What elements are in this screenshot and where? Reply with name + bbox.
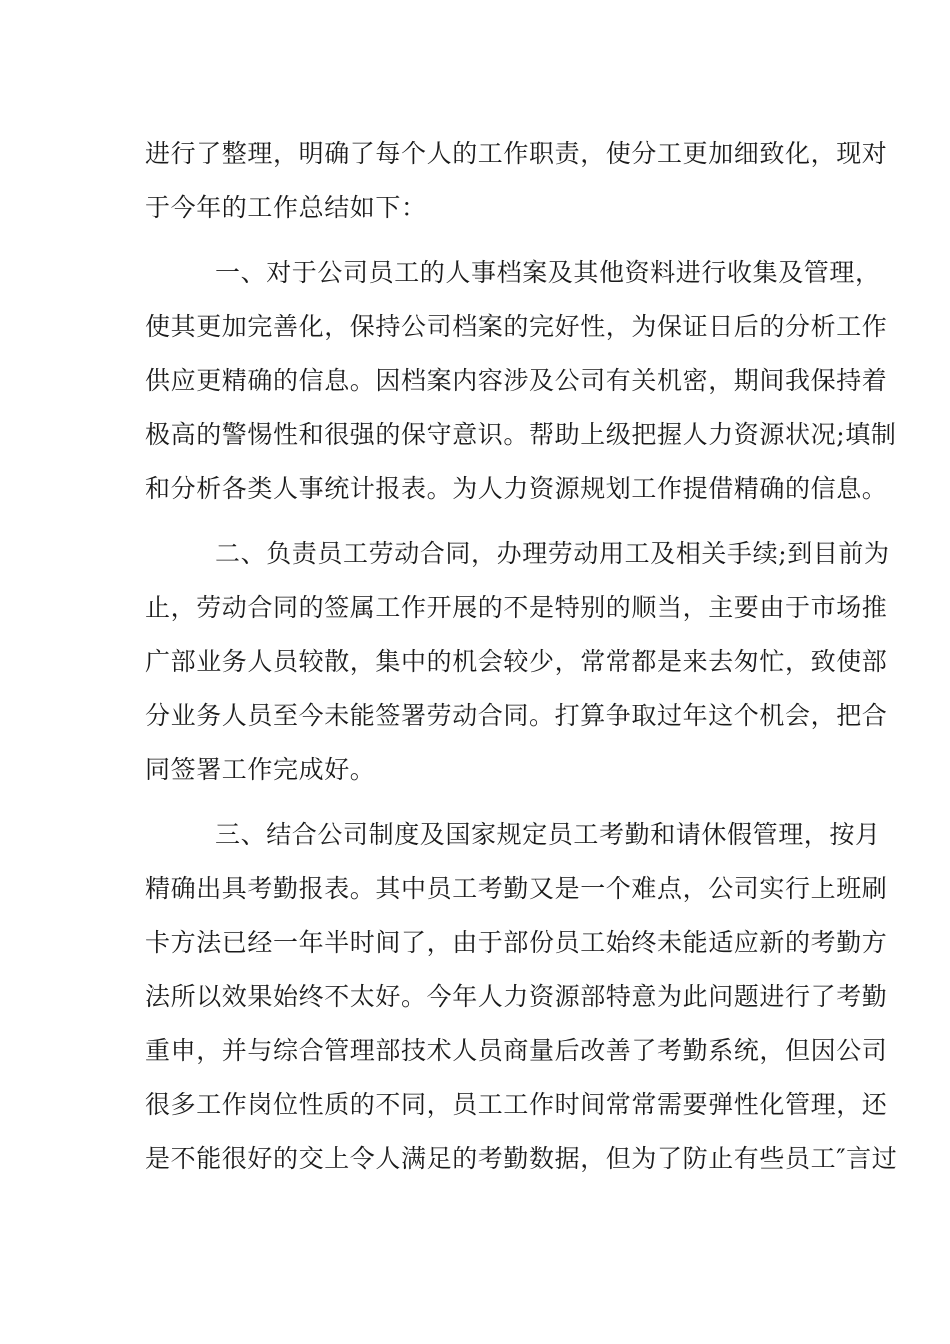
text-line: 广部业务人员较散，集中的机会较少，常常都是来去匆忙，致使部 (145, 647, 888, 676)
text-line: 精确出具考勤报表。其中员工考勤又是一个难点，公司实行上班刷 (145, 874, 888, 903)
text-line: 极高的警惕性和很强的保守意识。帮助上级把握人力资源状况;填制 (145, 420, 897, 449)
text-line: 止，劳动合同的签属工作开展的不是特别的顺当，主要由于市场推 (145, 593, 888, 622)
text-line: 同签署工作完成好。 (145, 755, 376, 784)
text-line: 很多工作岗位性质的不同，员工工作时间常常需要弹性化管理，还 (145, 1090, 888, 1119)
text-line: 进行了整理，明确了每个人的工作职责，使分工更加细致化，现对 (145, 139, 888, 168)
paragraph-start-line: 二、负责员工劳动合同，办理劳动用工及相关手续;到目前为 (215, 539, 890, 568)
paragraph-start-line: 三、结合公司制度及国家规定员工考勤和请休假管理，按月 (215, 820, 881, 849)
text-line: 分业务人员至今未能签署劳动合同。打算争取过年这个机会，把合 (145, 701, 888, 730)
text-line: 是不能很好的交上令人满足的考勤数据，但为了防止有些员工″言过 (145, 1144, 898, 1173)
text-line: 卡方法已经一年半时间了，由于部份员工始终未能适应新的考勤方 (145, 928, 888, 957)
text-line: 供应更精确的信息。因档案内容涉及公司有关机密，期间我保持着 (145, 366, 888, 395)
text-line: 使其更加完善化，保持公司档案的完好性，为保证日后的分析工作 (145, 312, 888, 341)
text-line: 法所以效果始终不太好。今年人力资源部特意为此问题进行了考勤 (145, 982, 888, 1011)
document-body (145, 127, 898, 1186)
text-line: 重申，并与综合管理部技术人员商量后改善了考勤系统，但因公司 (145, 1036, 888, 1065)
paragraph-start-line: 一、对于公司员工的人事档案及其他资料进行收集及管理， (215, 258, 881, 287)
text-line: 于今年的工作总结如下： (145, 193, 427, 222)
text-line: 和分析各类人事统计报表。为人力资源规划工作提借精确的信息。 (145, 474, 888, 503)
